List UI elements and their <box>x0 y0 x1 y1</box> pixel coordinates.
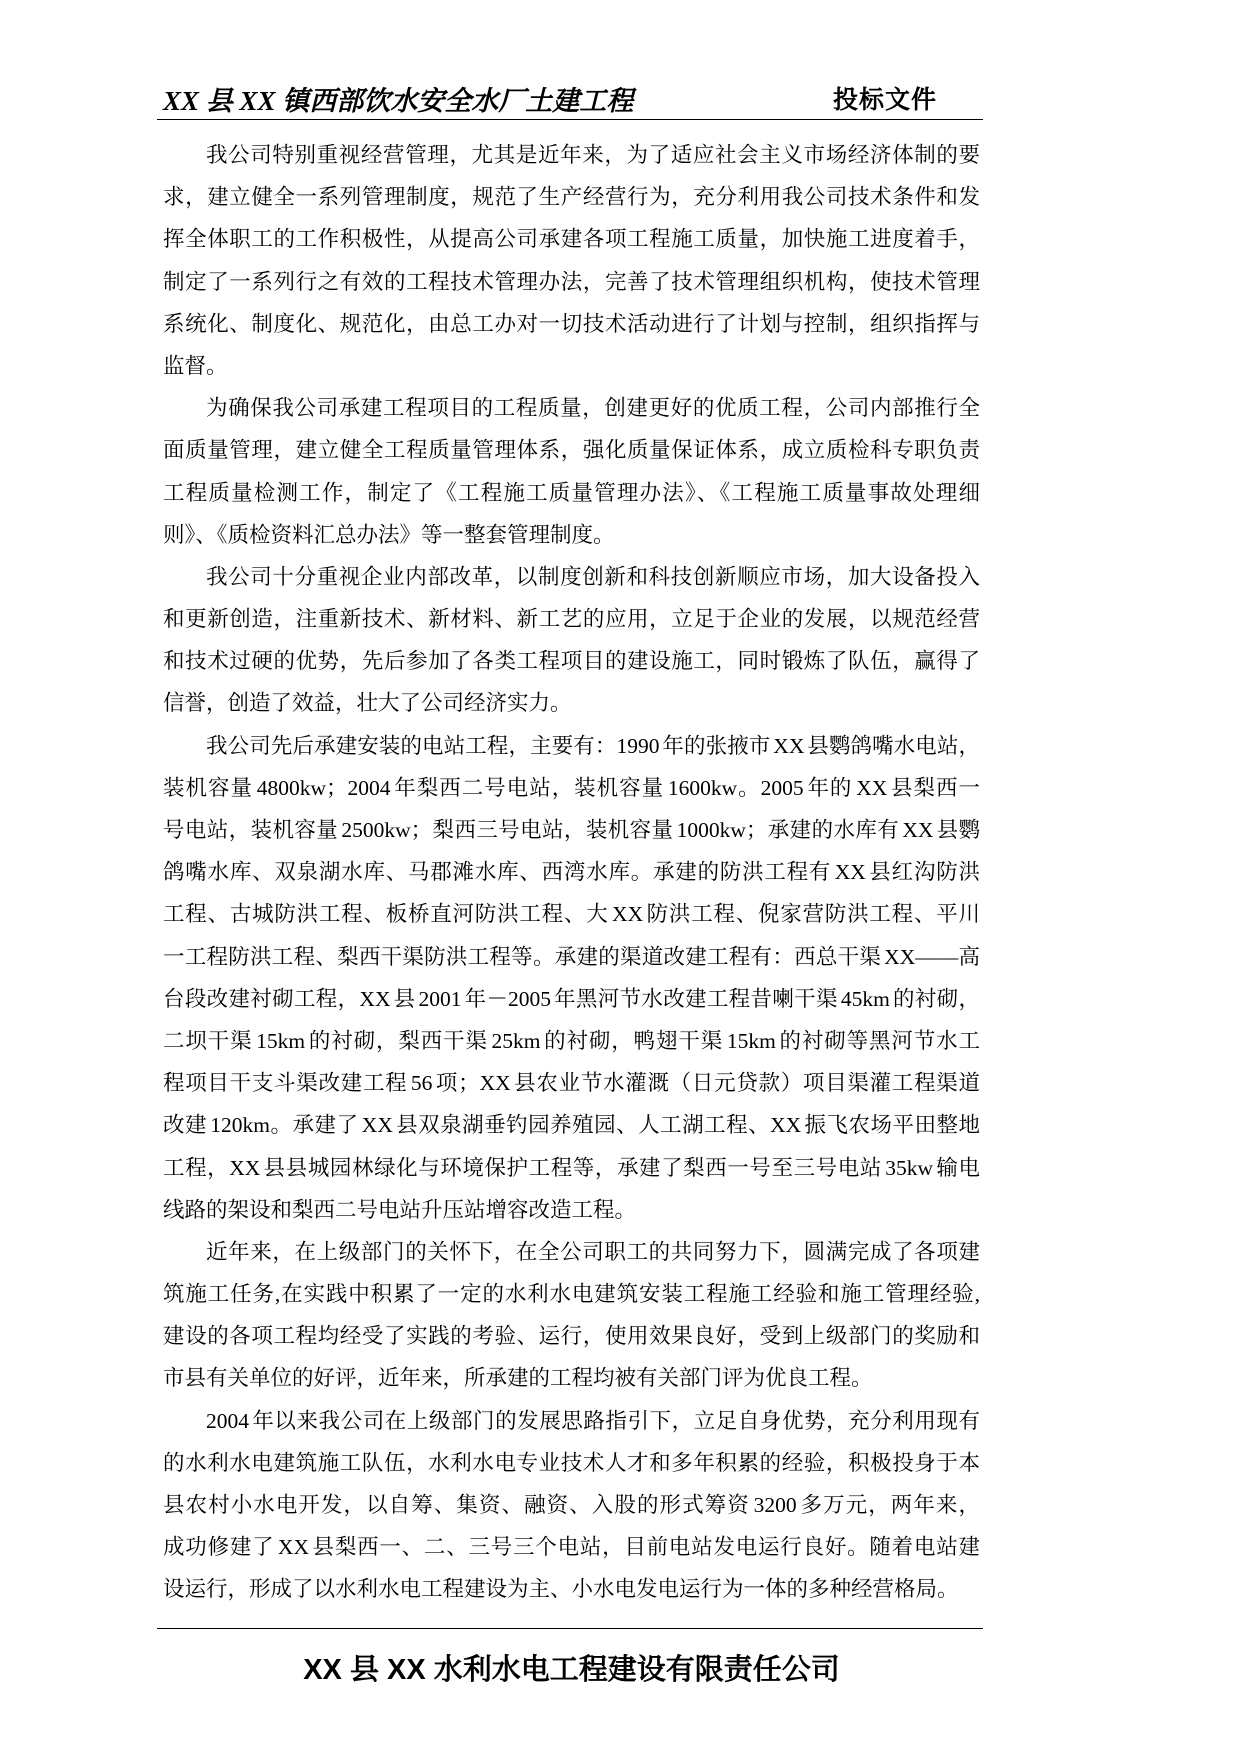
paragraph-line: 鸽嘴水库、双泉湖水库、马郡滩水库、西湾水库。承建的防洪工程有 XX 县红沟防洪 <box>163 860 980 885</box>
paragraph-line: 建设的各项工程均经受了实践的考验、运行，使用效果良好，受到上级部门的奖励和 <box>163 1324 980 1349</box>
paragraph-line: 的水利水电建筑施工队伍，水利水电专业技术人才和多年积累的经验，积极投身于本 <box>163 1450 980 1475</box>
footer-company-name: XX 县 XX 水利水电工程建设有限责任公司 <box>303 1654 840 1686</box>
paragraph-development <box>163 1400 980 1611</box>
paragraph-line: 改建 120km。承建了 XX 县双泉湖垂钓园养殖园、人工湖工程、XX 振飞农场平田整地 <box>163 1113 980 1138</box>
paragraph-achievements <box>163 1231 980 1400</box>
paragraph-line: 挥全体职工的工作积极性，从提高公司承建各项工程施工质量，加快施工进度着手， <box>163 227 980 252</box>
paragraph-reform <box>163 556 980 725</box>
header-project-title: XX 县 XX 镇西部饮水安全水厂土建工程 <box>163 86 634 116</box>
paragraph-line: 和技术过硬的优势，先后参加了各类工程项目的建设施工，同时锻炼了队伍，赢得了 <box>163 649 980 674</box>
document-body <box>163 134 980 1611</box>
paragraph-line: 系统化、制度化、规范化，由总工办对一切技术活动进行了计划与控制，组织指挥与 <box>163 311 980 336</box>
paragraph-line: 二坝干渠 15km 的衬砌，梨西干渠 25km 的衬砌，鸭翅干渠 15km 的衬砌等黑河节水工 <box>163 1028 980 1053</box>
paragraph-line: 设运行，形成了以水利水电工程建设为主、小水电发电运行为一体的多种经营格局。 <box>163 1577 959 1602</box>
paragraph-line: 程项目干支斗渠改建工程 56 项；XX 县农业节水灌溉（日元贷款）项目渠灌工程渠道 <box>163 1071 980 1096</box>
paragraph-line: 装机容量 4800kw；2004 年梨西二号电站，装机容量 1600kw。2005 年的 XX 县梨西一 <box>163 775 980 800</box>
paragraph-line: 工程、古城防洪工程、板桥直河防洪工程、大 XX 防洪工程、倪家营防洪工程、平川 <box>163 902 980 927</box>
paragraph-line: 县农村小水电开发，以自筹、集资、融资、入股的形式筹资 3200 多万元，两年来， <box>163 1493 980 1517</box>
paragraph-line: 成功修建了 XX 县梨西一、二、三号三个电站，目前电站发电运行良好。随着电站建 <box>163 1535 980 1560</box>
paragraph-line: 信誉，创造了效益，壮大了公司经济实力。 <box>163 691 572 716</box>
paragraph-quality <box>163 387 980 556</box>
paragraph-line: 为确保我公司承建工程项目的工程质量，创建更好的优质工程，公司内部推行全 <box>206 396 980 421</box>
paragraph-line: 2004 年以来我公司在上级部门的发展思路指引下，立足自身优势，充分利用现有 <box>206 1408 980 1433</box>
paragraph-line: 我公司特别重视经营管理，尤其是近年来，为了适应社会主义市场经济体制的要 <box>206 143 980 167</box>
paragraph-line: 则》、《质检资料汇总办法》等一整套管理制度。 <box>163 522 615 547</box>
paragraph-line: 号电站，装机容量 2500kw；梨西三号电站，装机容量 1000kw；承建的水库有 XX 县鹦 <box>163 818 980 842</box>
paragraph-line: 和更新创造，注重新技术、新材料、新工艺的应用，立足于企业的发展，以规范经营 <box>163 607 980 632</box>
paragraph-line: 我公司先后承建安装的电站工程，主要有：1990 年的张掖市 XX 县鹦鸽嘴水电站， <box>206 733 980 758</box>
header-document-type: 投标文件 <box>833 87 938 114</box>
paragraph-line: 我公司十分重视企业内部改革，以制度创新和科技创新顺应市场，加大设备投入 <box>206 564 980 589</box>
paragraph-line: 近年来，在上级部门的关怀下，在全公司职工的共同努力下，圆满完成了各项建 <box>206 1239 980 1264</box>
paragraph-line: 工程质量检测工作，制定了《工程施工质量管理办法》、《工程施工质量事故处理细 <box>163 480 980 505</box>
paragraph-line: 线路的架设和梨西二号电站升压站增容改造工程。 <box>163 1197 637 1222</box>
paragraph-line: 市县有关单位的好评，近年来，所承建的工程均被有关部门评为优良工程。 <box>163 1366 873 1391</box>
footer-rule <box>157 1628 983 1629</box>
paragraph-line: 一工程防洪工程、梨西干渠防洪工程等。承建的渠道改建工程有：西总干渠 XX——高 <box>163 944 980 969</box>
paragraph-management <box>163 134 980 387</box>
paragraph-line: 求，建立健全一系列管理制度，规范了生产经营行为，充分利用我公司技术条件和发 <box>163 185 980 210</box>
paragraph-line: 监督。 <box>163 353 228 378</box>
paragraph-line: 面质量管理，建立健全工程质量管理体系，强化质量保证体系，成立质检科专职负责 <box>163 438 980 463</box>
paragraph-line: 制定了一系列行之有效的工程技术管理办法，完善了技术管理组织机构，使技术管理 <box>163 269 980 294</box>
paragraph-projects <box>163 725 980 1231</box>
paragraph-line: 筑施工任务,在实践中积累了一定的水利水电建筑安装工程施工经验和施工管理经验, <box>163 1282 980 1307</box>
paragraph-line: 工程，XX 县县城园林绿化与环境保护工程等，承建了梨西一号至三号电站 35kw 输电 <box>163 1155 980 1180</box>
header-rule <box>157 119 983 120</box>
paragraph-line: 台段改建衬砌工程，XX 县 2001 年－2005 年黑河节水改建工程昔喇干渠 45km 的衬砌， <box>163 986 980 1011</box>
